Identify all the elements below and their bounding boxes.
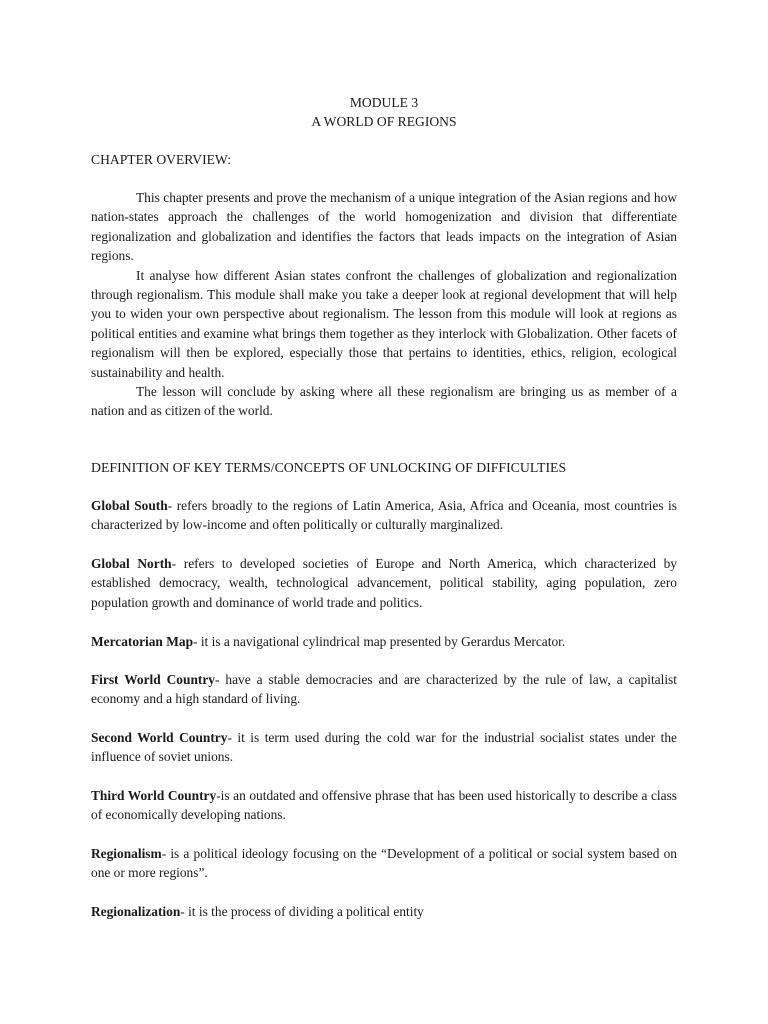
term-definition: - have a stable democracies and are characterized by the rule of law, a capitalist economy and a high standard of living. bbox=[91, 672, 677, 707]
term-definition: - it is term used during the cold war for the industrial socialist states under the influence of soviet unions. bbox=[91, 730, 677, 765]
term-label: Regionalism bbox=[91, 846, 162, 861]
term-label: Mercatorian Map bbox=[91, 634, 194, 649]
term-label: Second World Country bbox=[91, 730, 228, 745]
term-definition: - it is a navigational cylindrical map presented by Gerardus Mercator. bbox=[193, 634, 566, 649]
term-label: Global North bbox=[91, 556, 172, 571]
term-definition: - refers broadly to the regions of Latin America, Asia, Africa and Oceania, most countries is characterized by low-income and often politically or culturally marginalized. bbox=[91, 498, 677, 533]
term-definition: - is a political ideology focusing on the “Development of a political or social system based on one or more regions”. bbox=[91, 846, 677, 881]
definition-regionalism bbox=[91, 844, 677, 883]
term-definition: -is an outdated and offensive phrase that has been used historically to describe a class of economically developing nations. bbox=[91, 788, 677, 823]
definition-regionalization bbox=[91, 902, 677, 921]
term-label: Third World Country bbox=[91, 788, 217, 803]
definition-first-world-country bbox=[91, 670, 677, 709]
module-title: A WORLD OF REGIONS bbox=[311, 114, 457, 129]
term-label: Regionalization bbox=[91, 904, 181, 919]
term-definition: - it is the process of dividing a political entity bbox=[180, 904, 424, 919]
key-terms-heading: DEFINITION OF KEY TERMS/CONCEPTS OF UNLOCKING OF DIFFICULTIES bbox=[91, 460, 567, 475]
overview-paragraph: It analyse how different Asian states confront the challenges of globalization and regionalization through regionalism. This module shall make you take a deeper look at regional development that will help you to widen your own perspective about regionalism. The lesson from this module will look at regions as political entities and examine what brings them together as they interlock with Globalization. Other facets of regionalism will then be explored, especially those that pertains to identities, ethics, religion, ecological sustainability and health. bbox=[91, 267, 677, 380]
overview-paragraph: The lesson will conclude by asking where all these regionalism are bringing us as member of a nation and as citizen of the world. bbox=[91, 384, 677, 419]
chapter-overview-heading: CHAPTER OVERVIEW: bbox=[91, 152, 231, 167]
module-number: MODULE 3 bbox=[349, 95, 419, 110]
definition-mercatorian-map bbox=[91, 632, 677, 651]
definition-global-south bbox=[91, 496, 677, 535]
overview-paragraph: This chapter presents and prove the mechanism of a unique integration of the Asian regions and how nation-states approach the challenges of the world homogenization and division that differentiate regionalization and globalization and identifies the factors that leads impacts on the integration of Asian regions. bbox=[91, 190, 677, 264]
definition-global-north bbox=[91, 554, 677, 612]
term-label: Global South bbox=[91, 498, 168, 513]
definition-second-world-country bbox=[91, 728, 677, 767]
definition-third-world-country bbox=[91, 786, 677, 825]
chapter-overview-body bbox=[91, 188, 677, 421]
term-label: First World Country bbox=[91, 672, 215, 687]
term-definition: - refers to developed societies of Europe and North America, which characterized by established democracy, wealth, technological advancement, political stability, aging population, zero population growth and dominance of world trade and politics. bbox=[91, 556, 677, 610]
